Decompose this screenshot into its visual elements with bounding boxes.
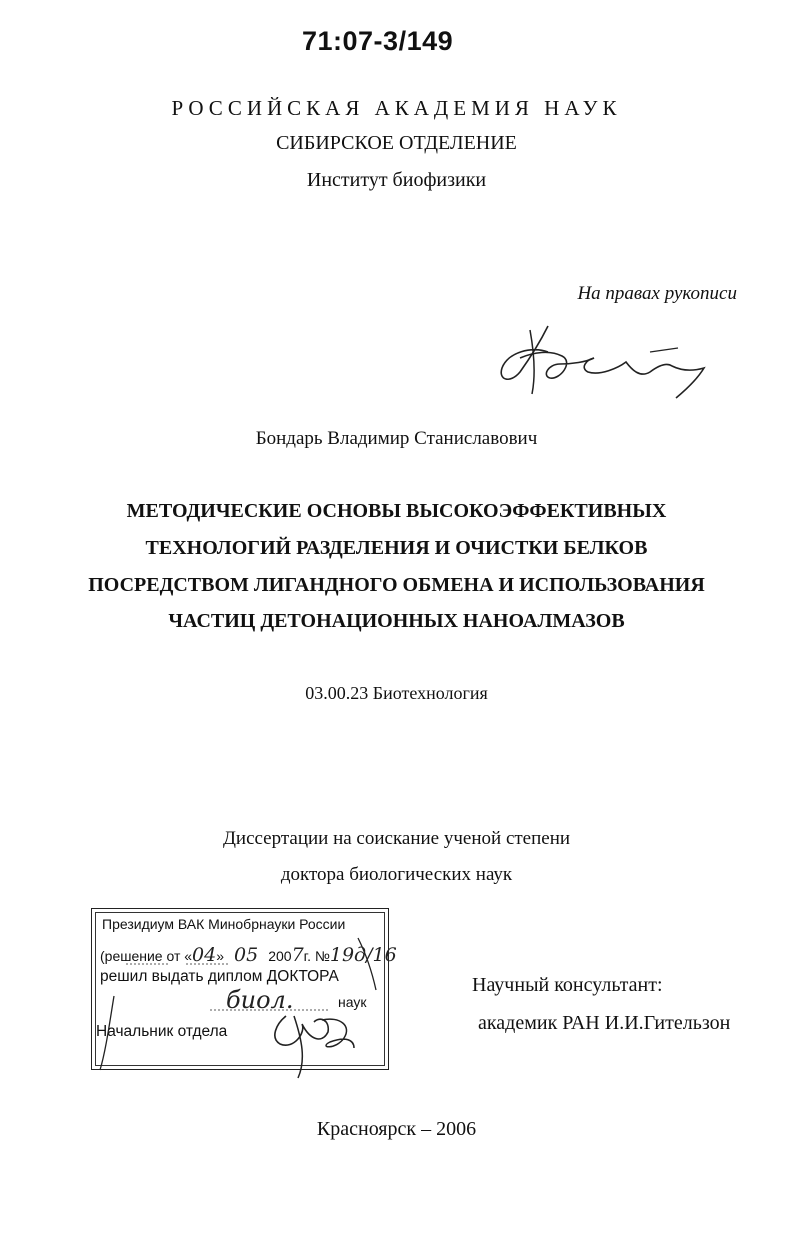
institute-name: Институт биофизики: [306, 169, 487, 191]
title-line: МЕТОДИЧЕСКИЕ ОСНОВЫ ВЫСОКОЭФФЕКТИВНЫХ: [126, 500, 667, 522]
stamp-department-head: Начальник отдела: [96, 1023, 228, 1040]
degree-line-1: Диссертации на соискание ученой степени: [222, 828, 571, 849]
stamp-science-suffix: наук: [338, 994, 367, 1010]
author-name: Бондарь Владимир Станиславович: [255, 428, 538, 449]
stamp-number: 19д/16: [329, 944, 397, 966]
stamp-month: 05: [234, 944, 259, 966]
stamp-header: Президиум ВАК Минобрнауки России: [102, 916, 346, 932]
city-year: Красноярск – 2006: [316, 1118, 477, 1140]
stamp-mid1: »: [216, 948, 225, 964]
academy-name: РОССИЙСКАЯ АКАДЕМИЯ НАУК: [171, 96, 622, 120]
stamp-handwriting: [90, 920, 430, 1080]
consultant-name: академик РАН И.И.Гительзон: [478, 1012, 731, 1034]
specialty: 03.00.23 Биотехнология: [305, 683, 488, 703]
catalog-code: 71:07-3/149: [302, 26, 454, 56]
manuscript-note: На правах рукописи: [577, 283, 737, 304]
author-signature: [490, 322, 720, 407]
stamp-science: биол.: [226, 986, 294, 1014]
stamp-diploma: решил выдать диплом ДОКТОРА: [100, 968, 339, 985]
branch-name: СИБИРСКОЕ ОТДЕЛЕНИЕ: [276, 132, 517, 154]
title-line: ПОСРЕДСТВОМ ЛИГАНДНОГО ОБМЕНА И ИСПОЛЬЗОВАНИЯ: [88, 574, 705, 596]
consultant-label: Научный консультант:: [472, 974, 663, 996]
stamp-day: 04: [192, 944, 217, 966]
stamp-decision-prefix: (решение от «: [100, 948, 193, 964]
stamp-year-digit: 7: [291, 944, 304, 966]
stamp-year-prefix: 200: [268, 948, 292, 964]
degree-line-2: доктора биологических наук: [280, 864, 513, 885]
title-line: ТЕХНОЛОГИЙ РАЗДЕЛЕНИЯ И ОЧИСТКИ БЕЛКОВ: [145, 537, 648, 559]
stamp-mid2: г. №: [303, 948, 330, 964]
title-line: ЧАСТИЦ ДЕТОНАЦИОННЫХ НАНОАЛМАЗОВ: [168, 610, 625, 632]
